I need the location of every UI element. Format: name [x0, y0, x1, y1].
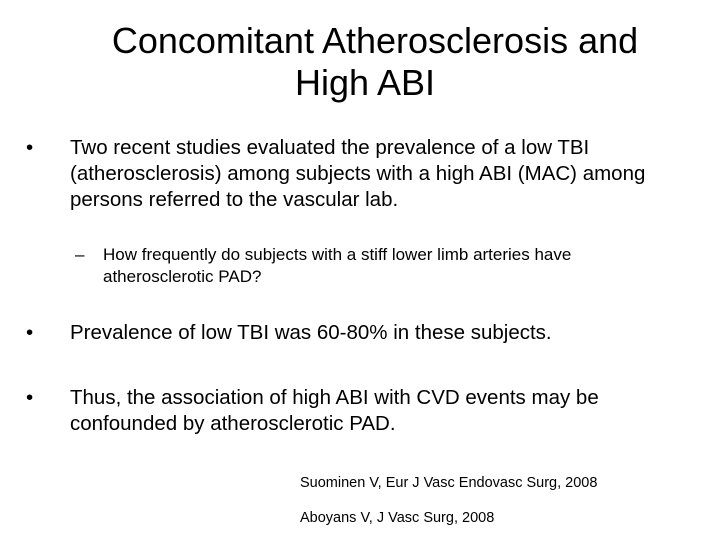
bullet-item	[26, 320, 686, 346]
slide-title-line-1: Concomitant Atherosclerosis and	[111, 20, 639, 61]
reference-citation: Suominen V, Eur J Vasc Endovasc Surg, 2008	[300, 475, 598, 491]
bullet-item	[26, 385, 686, 437]
dash-glyph: –	[75, 245, 85, 264]
sub-bullet-item	[75, 244, 675, 288]
bullet-text: Prevalence of low TBI was 60-80% in these subjects.	[70, 321, 552, 344]
slide-title	[40, 20, 690, 104]
bullet-text: Two recent studies evaluated the prevalence of a low TBI (atherosclerosis) among subjects with a high ABI (MAC) among persons referred to the vascular lab.	[70, 136, 646, 211]
bullet-text: Thus, the association of high ABI with CVD events may be confounded by atherosclerotic PAD.	[70, 386, 599, 435]
bullet-glyph: •	[26, 321, 34, 344]
bullet-item	[26, 135, 666, 213]
bullet-glyph: •	[26, 136, 34, 159]
slide-title-line-2: High ABI	[294, 62, 436, 103]
sub-bullet-text: How frequently do subjects with a stiff lower limb arteries have atherosclerotic PAD?	[103, 245, 572, 286]
bullet-glyph: •	[26, 386, 34, 409]
reference-citation: Aboyans V, J Vasc Surg, 2008	[300, 510, 495, 526]
